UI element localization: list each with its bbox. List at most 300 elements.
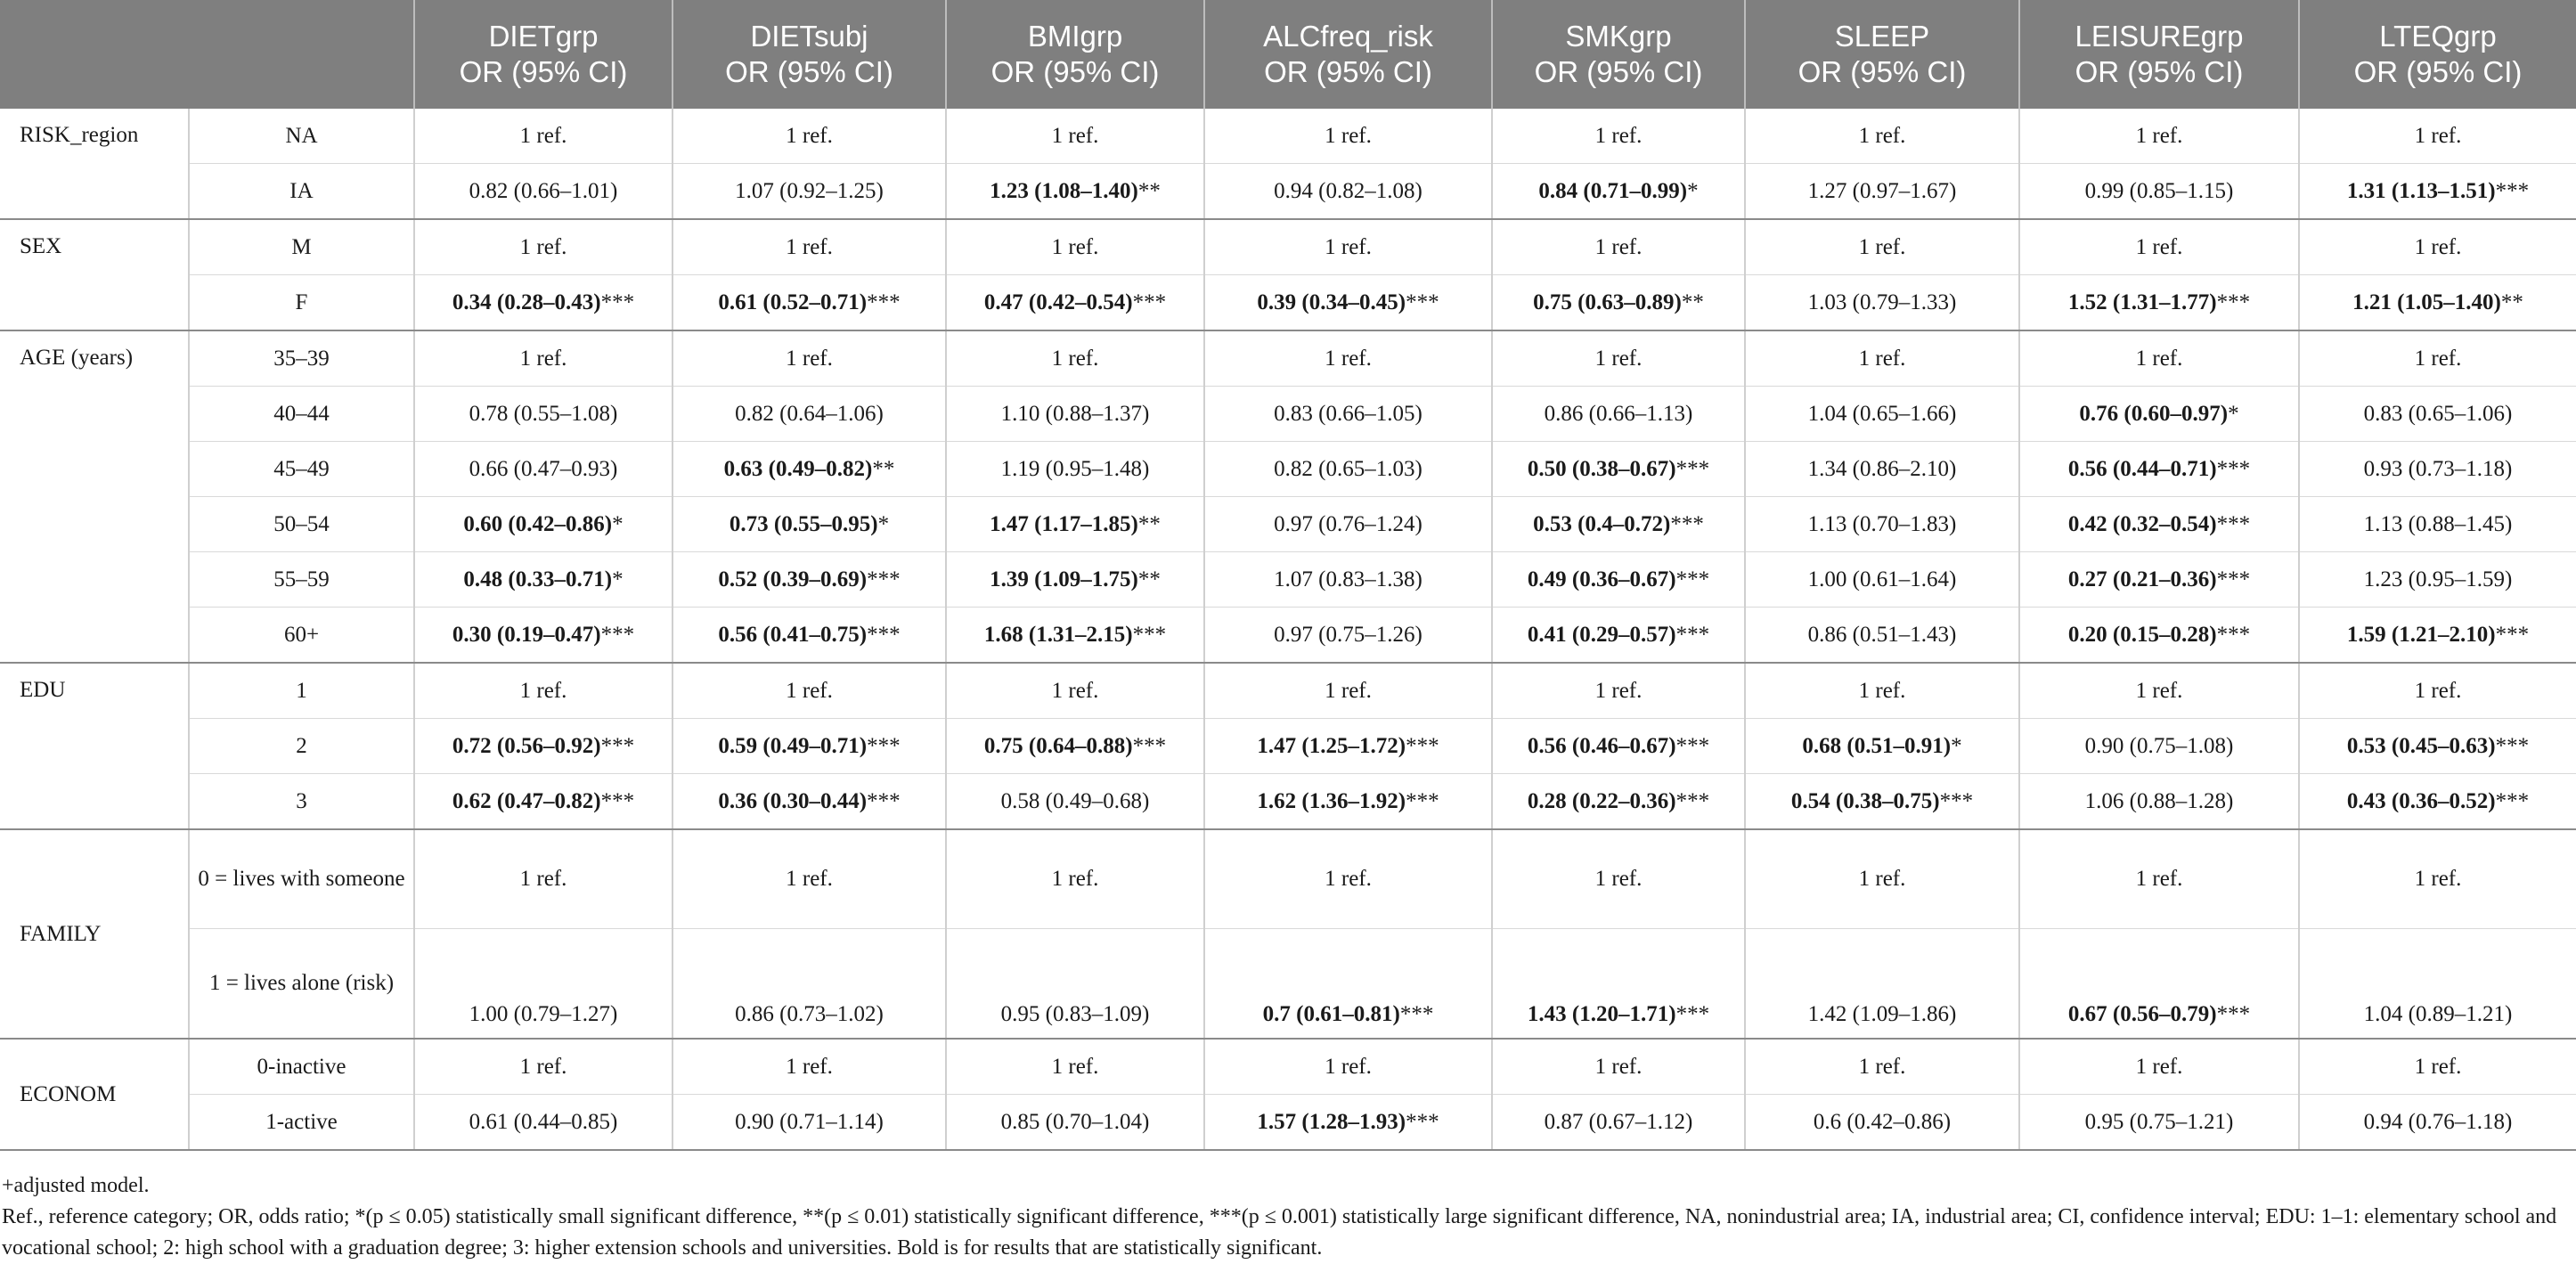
or-cell xyxy=(673,330,946,387)
or-cell xyxy=(1204,774,1492,830)
or-value: 1 ref. xyxy=(2135,234,2183,259)
or-cell xyxy=(673,275,946,331)
or-value: 1 ref. xyxy=(786,678,833,703)
or-value: 0.95 (0.75–1.21) xyxy=(2084,1109,2234,1134)
significance-stars: *** xyxy=(600,788,635,813)
or-value: 1.00 (0.61–1.64) xyxy=(1807,567,1957,591)
or-value: 0.82 (0.66–1.01) xyxy=(469,178,618,203)
or-cell xyxy=(2019,442,2299,497)
table-row xyxy=(0,829,2576,929)
or-cell xyxy=(1204,719,1492,774)
significance-stars: * xyxy=(1951,733,1962,758)
or-value: 1 ref. xyxy=(2414,346,2462,371)
or-value: 1.21 (1.05–1.40) xyxy=(2352,289,2501,314)
or-cell xyxy=(414,1095,673,1151)
or-value: 1 ref. xyxy=(1594,123,1643,148)
level-label: F xyxy=(189,275,414,331)
or-value: 0.27 (0.21–0.36) xyxy=(2067,567,2217,591)
or-value: 0.54 (0.38–0.75) xyxy=(1790,788,1940,813)
or-cell xyxy=(2299,552,2576,608)
or-cell xyxy=(414,275,673,331)
or-cell xyxy=(1492,1039,1745,1095)
significance-stars: *** xyxy=(1675,622,1710,647)
group-label: EDU xyxy=(0,663,189,829)
or-value: 1 ref. xyxy=(1325,678,1372,703)
or-cell xyxy=(2019,1095,2299,1151)
or-cell xyxy=(2019,608,2299,664)
or-value: 1 ref. xyxy=(1051,123,1099,148)
or-cell xyxy=(1204,608,1492,664)
or-cell xyxy=(1204,1095,1492,1151)
or-cell xyxy=(1492,552,1745,608)
group-label: SEX xyxy=(0,219,189,330)
or-value: 1.04 (0.89–1.21) xyxy=(2363,1002,2513,1026)
table-row xyxy=(0,109,2576,164)
or-value: 1.23 (1.08–1.40) xyxy=(990,178,1138,203)
or-cell xyxy=(1745,164,2019,220)
or-cell xyxy=(1204,387,1492,442)
significance-stars: *** xyxy=(1670,511,1704,536)
or-value: 1.59 (1.21–2.10) xyxy=(2346,622,2496,647)
or-value: 0.99 (0.85–1.15) xyxy=(2084,178,2234,203)
or-value: 1 ref. xyxy=(519,346,567,371)
or-cell xyxy=(1745,663,2019,719)
footnote-legend: Ref., reference category; OR, odds ratio; *(p ≤ 0.05) statistically small significant difference, **(p ≤ 0.01) statistically significant difference, ***(p ≤ 0.001) statistically large significant difference, NA, nonindustrial area; IA, industrial area; CI, confidence interval; EDU: 1–1: elementary school and vocational school; 2: high school with a graduation degree; 3: higher extension schools and universities. Bold is for results that are statistically significant. xyxy=(2,1205,2557,1260)
or-cell xyxy=(414,719,673,774)
or-cell xyxy=(946,1095,1204,1151)
or-value: 0.75 (0.63–0.89) xyxy=(1533,289,1682,314)
or-value: 0.60 (0.42–0.86) xyxy=(463,511,613,536)
or-value: 1 ref. xyxy=(1325,1054,1372,1079)
or-value: 1.42 (1.09–1.86) xyxy=(1807,1002,1957,1026)
or-cell xyxy=(946,442,1204,497)
or-cell xyxy=(1492,774,1745,830)
or-cell xyxy=(2019,497,2299,552)
or-value: 1.68 (1.31–2.15) xyxy=(983,622,1133,647)
or-cell xyxy=(946,663,1204,719)
or-value: 1.43 (1.20–1.71) xyxy=(1527,1002,1676,1026)
or-cell xyxy=(673,387,946,442)
or-value: 1 ref. xyxy=(1594,678,1643,703)
table-row xyxy=(0,663,2576,719)
or-cell xyxy=(1745,929,2019,1040)
or-value: 0.75 (0.64–0.88) xyxy=(983,733,1133,758)
table-row xyxy=(0,608,2576,664)
or-cell xyxy=(1745,109,2019,164)
significance-stars: ** xyxy=(2500,289,2523,314)
or-cell xyxy=(1204,1039,1492,1095)
or-value: 1 ref. xyxy=(1325,123,1372,148)
or-value: 1.06 (0.88–1.28) xyxy=(2084,788,2234,813)
or-cell xyxy=(2019,719,2299,774)
or-value: 1 ref. xyxy=(2414,678,2462,703)
or-value: 0.87 (0.67–1.12) xyxy=(1544,1109,1693,1134)
level-label: 3 xyxy=(189,774,414,830)
significance-stars: *** xyxy=(867,733,901,758)
or-cell xyxy=(1492,219,1745,275)
or-value: 0.97 (0.75–1.26) xyxy=(1274,622,1423,647)
or-value: 0.53 (0.45–0.63) xyxy=(2346,733,2496,758)
significance-stars: *** xyxy=(867,567,901,591)
or-value: 1 ref. xyxy=(786,346,833,371)
level-label: 0 = lives with someone xyxy=(189,829,414,929)
or-value: 1 ref. xyxy=(519,867,567,891)
significance-stars: *** xyxy=(2216,1002,2251,1026)
or-cell xyxy=(2299,275,2576,331)
col-header-bmigrp: BMIgrp OR (95% CI) xyxy=(946,0,1204,109)
significance-stars: *** xyxy=(1675,567,1710,591)
col-header-leisuregrp: LEISUREgrp OR (95% CI) xyxy=(2019,0,2299,109)
or-value: 1 ref. xyxy=(1858,1054,1906,1079)
or-cell xyxy=(673,109,946,164)
col-header-alcfreq-risk: ALCfreq_risk OR (95% CI) xyxy=(1204,0,1492,109)
or-value: 1 ref. xyxy=(1594,867,1643,891)
table-row xyxy=(0,1039,2576,1095)
or-cell xyxy=(673,829,946,929)
table-row xyxy=(0,219,2576,275)
or-value: 1 ref. xyxy=(1858,678,1906,703)
or-cell xyxy=(673,929,946,1040)
or-value: 0.48 (0.33–0.71) xyxy=(463,567,613,591)
or-value: 1 ref. xyxy=(2414,867,2462,891)
or-value: 1 ref. xyxy=(1051,678,1099,703)
table-row xyxy=(0,552,2576,608)
or-cell xyxy=(414,330,673,387)
or-value: 0.47 (0.42–0.54) xyxy=(983,289,1133,314)
or-value: 0.36 (0.30–0.44) xyxy=(718,788,868,813)
or-value: 1 ref. xyxy=(786,234,833,259)
or-value: 1.10 (0.88–1.37) xyxy=(1000,401,1150,426)
or-cell xyxy=(946,219,1204,275)
or-cell xyxy=(414,109,673,164)
or-value: 0.34 (0.28–0.43) xyxy=(452,289,601,314)
or-cell xyxy=(1492,109,1745,164)
table-row xyxy=(0,1095,2576,1151)
or-cell xyxy=(2299,719,2576,774)
or-cell xyxy=(1492,330,1745,387)
or-cell xyxy=(2019,929,2299,1040)
or-cell xyxy=(1745,774,2019,830)
or-cell xyxy=(1204,109,1492,164)
or-cell xyxy=(2299,442,2576,497)
or-value: 0.76 (0.60–0.97) xyxy=(2079,401,2229,426)
or-cell xyxy=(946,929,1204,1040)
level-label: M xyxy=(189,219,414,275)
table-row xyxy=(0,442,2576,497)
significance-stars: * xyxy=(877,511,890,536)
or-value: 0.93 (0.73–1.18) xyxy=(2363,456,2513,481)
level-label: 1 = lives alone (risk) xyxy=(189,929,414,1040)
col-header-sleep: SLEEP OR (95% CI) xyxy=(1745,0,2019,109)
or-cell xyxy=(1492,608,1745,664)
or-cell xyxy=(946,497,1204,552)
or-value: 0.56 (0.46–0.67) xyxy=(1527,733,1676,758)
or-cell xyxy=(2019,219,2299,275)
or-cell xyxy=(2019,330,2299,387)
or-value: 1 ref. xyxy=(1594,234,1643,259)
or-cell xyxy=(1492,275,1745,331)
or-value: 0.95 (0.83–1.09) xyxy=(1000,1002,1150,1026)
or-value: 0.66 (0.47–0.93) xyxy=(469,456,618,481)
table-row xyxy=(0,719,2576,774)
level-label: 1-active xyxy=(189,1095,414,1151)
or-cell xyxy=(673,497,946,552)
or-value: 1.19 (0.95–1.48) xyxy=(1000,456,1150,481)
or-value: 1 ref. xyxy=(786,1054,833,1079)
or-value: 1 ref. xyxy=(2414,1054,2462,1079)
or-cell xyxy=(1745,1039,2019,1095)
group-label: AGE (years) xyxy=(0,330,189,663)
or-cell xyxy=(1204,929,1492,1040)
or-cell xyxy=(414,497,673,552)
or-cell xyxy=(414,663,673,719)
or-value: 1 ref. xyxy=(1051,234,1099,259)
or-cell xyxy=(1745,608,2019,664)
table-row xyxy=(0,275,2576,331)
or-value: 0.61 (0.44–0.85) xyxy=(469,1109,618,1134)
or-value: 0.73 (0.55–0.95) xyxy=(729,511,878,536)
or-value: 0.86 (0.66–1.13) xyxy=(1544,401,1693,426)
or-value: 1 ref. xyxy=(2135,346,2183,371)
or-value: 1 ref. xyxy=(1051,1054,1099,1079)
significance-stars: *** xyxy=(2495,788,2530,813)
or-cell xyxy=(1204,663,1492,719)
or-value: 1 ref. xyxy=(2135,867,2183,891)
or-cell xyxy=(2299,330,2576,387)
or-cell xyxy=(2019,829,2299,929)
or-value: 1 ref. xyxy=(1858,346,1906,371)
or-cell xyxy=(1492,164,1745,220)
or-cell xyxy=(1492,442,1745,497)
significance-stars: *** xyxy=(1675,788,1710,813)
significance-stars: *** xyxy=(867,788,901,813)
or-value: 1 ref. xyxy=(786,123,833,148)
or-value: 1 ref. xyxy=(2414,123,2462,148)
level-label: 2 xyxy=(189,719,414,774)
or-value: 1.23 (0.95–1.59) xyxy=(2363,567,2513,591)
or-value: 0.41 (0.29–0.57) xyxy=(1527,622,1676,647)
level-label: IA xyxy=(189,164,414,220)
or-cell xyxy=(946,1039,1204,1095)
significance-stars: *** xyxy=(2216,511,2251,536)
or-cell xyxy=(1492,929,1745,1040)
or-value: 0.83 (0.66–1.05) xyxy=(1274,401,1423,426)
significance-stars: *** xyxy=(600,622,635,647)
significance-stars: *** xyxy=(2216,622,2251,647)
or-cell xyxy=(946,774,1204,830)
or-value: 0.72 (0.56–0.92) xyxy=(452,733,601,758)
or-cell xyxy=(946,330,1204,387)
significance-stars: *** xyxy=(867,289,901,314)
or-value: 1 ref. xyxy=(1858,123,1906,148)
or-value: 1.57 (1.28–1.93) xyxy=(1257,1109,1406,1134)
or-cell xyxy=(2299,109,2576,164)
or-cell xyxy=(1204,330,1492,387)
significance-stars: *** xyxy=(2495,733,2530,758)
or-cell xyxy=(414,387,673,442)
or-value: 0.90 (0.71–1.14) xyxy=(735,1109,884,1134)
significance-stars: *** xyxy=(1399,1002,1434,1026)
or-cell xyxy=(946,719,1204,774)
significance-stars: *** xyxy=(1675,456,1710,481)
or-cell xyxy=(1492,1095,1745,1151)
significance-stars: * xyxy=(2228,401,2239,426)
level-label: 45–49 xyxy=(189,442,414,497)
or-value: 1.13 (0.70–1.83) xyxy=(1807,511,1957,536)
or-value: 1 ref. xyxy=(2135,1054,2183,1079)
or-value: 0.67 (0.56–0.79) xyxy=(2067,1002,2217,1026)
or-value: 0.56 (0.41–0.75) xyxy=(718,622,868,647)
or-value: 1 ref. xyxy=(786,867,833,891)
or-cell xyxy=(2299,219,2576,275)
or-cell xyxy=(946,164,1204,220)
or-value: 1 ref. xyxy=(1594,346,1643,371)
or-cell xyxy=(414,442,673,497)
or-cell xyxy=(946,275,1204,331)
or-value: 1 ref. xyxy=(1325,346,1372,371)
table-row xyxy=(0,330,2576,387)
header-row xyxy=(0,0,2576,109)
significance-stars: *** xyxy=(600,733,635,758)
or-value: 1.04 (0.65–1.66) xyxy=(1807,401,1957,426)
significance-stars: *** xyxy=(867,622,901,647)
or-cell xyxy=(414,829,673,929)
or-value: 1.62 (1.36–1.92) xyxy=(1257,788,1406,813)
or-cell xyxy=(1745,219,2019,275)
or-value: 0.68 (0.51–0.91) xyxy=(1802,733,1952,758)
or-cell xyxy=(1204,497,1492,552)
or-value: 0.61 (0.52–0.71) xyxy=(718,289,868,314)
or-value: 1.27 (0.97–1.67) xyxy=(1807,178,1957,203)
or-value: 0.86 (0.73–1.02) xyxy=(735,1002,884,1026)
level-label: 35–39 xyxy=(189,330,414,387)
or-cell xyxy=(1492,829,1745,929)
or-value: 0.78 (0.55–1.08) xyxy=(469,401,618,426)
or-cell xyxy=(2299,164,2576,220)
significance-stars: *** xyxy=(2495,178,2530,203)
or-value: 0.53 (0.4–0.72) xyxy=(1533,511,1671,536)
or-cell xyxy=(2019,552,2299,608)
or-cell xyxy=(1204,164,1492,220)
or-cell xyxy=(1745,829,2019,929)
or-cell xyxy=(414,164,673,220)
or-cell xyxy=(2019,387,2299,442)
significance-stars: *** xyxy=(1939,788,1974,813)
or-cell xyxy=(1745,497,2019,552)
significance-stars: *** xyxy=(1406,1109,1439,1134)
significance-stars: *** xyxy=(1675,733,1710,758)
significance-stars: * xyxy=(612,511,624,536)
or-cell xyxy=(673,442,946,497)
significance-stars: *** xyxy=(2495,622,2530,647)
or-cell xyxy=(673,164,946,220)
significance-stars: *** xyxy=(1406,733,1439,758)
or-value: 1 ref. xyxy=(2135,678,2183,703)
or-cell xyxy=(1492,387,1745,442)
significance-stars: *** xyxy=(2216,567,2251,591)
or-value: 0.63 (0.49–0.82) xyxy=(723,456,873,481)
or-value: 0.85 (0.70–1.04) xyxy=(1000,1109,1150,1134)
or-value: 0.97 (0.76–1.24) xyxy=(1274,511,1423,536)
or-cell xyxy=(1204,442,1492,497)
or-value: 1 ref. xyxy=(1858,234,1906,259)
col-header-dietsubj: DIETsubj OR (95% CI) xyxy=(673,0,946,109)
or-value: 0.6 (0.42–0.86) xyxy=(1813,1109,1952,1134)
or-cell xyxy=(673,219,946,275)
or-value: 0.56 (0.44–0.71) xyxy=(2067,456,2217,481)
or-cell xyxy=(2299,387,2576,442)
or-cell xyxy=(2299,663,2576,719)
or-cell xyxy=(946,829,1204,929)
or-cell xyxy=(1745,275,2019,331)
or-value: 0.42 (0.32–0.54) xyxy=(2067,511,2217,536)
or-cell xyxy=(673,608,946,664)
table-row xyxy=(0,387,2576,442)
or-value: 1.34 (0.86–2.10) xyxy=(1807,456,1957,481)
or-value: 0.39 (0.34–0.45) xyxy=(1257,289,1406,314)
level-label: 55–59 xyxy=(189,552,414,608)
or-cell xyxy=(2019,275,2299,331)
significance-stars: * xyxy=(1687,178,1699,203)
or-value: 0.62 (0.47–0.82) xyxy=(452,788,601,813)
or-cell xyxy=(1204,275,1492,331)
or-cell xyxy=(2019,774,2299,830)
or-value: 1 ref. xyxy=(519,1054,567,1079)
or-cell xyxy=(2299,929,2576,1040)
or-value: 0.83 (0.65–1.06) xyxy=(2363,401,2513,426)
col-header-smkgrp: SMKgrp OR (95% CI) xyxy=(1492,0,1745,109)
significance-stars: *** xyxy=(1132,733,1167,758)
or-cell xyxy=(1745,1095,2019,1151)
or-cell xyxy=(414,1039,673,1095)
or-value: 0.84 (0.71–0.99) xyxy=(1538,178,1688,203)
level-label: 60+ xyxy=(189,608,414,664)
or-cell xyxy=(2299,497,2576,552)
significance-stars: * xyxy=(612,567,624,591)
or-value: 1 ref. xyxy=(519,678,567,703)
level-label: 1 xyxy=(189,663,414,719)
col-header-dietgrp: DIETgrp OR (95% CI) xyxy=(414,0,673,109)
or-value: 1.07 (0.92–1.25) xyxy=(735,178,884,203)
or-value: 0.20 (0.15–0.28) xyxy=(2067,622,2217,647)
significance-stars: *** xyxy=(1406,289,1439,314)
or-cell xyxy=(414,774,673,830)
or-cell xyxy=(1204,552,1492,608)
significance-stars: *** xyxy=(1132,622,1167,647)
or-cell xyxy=(2019,109,2299,164)
or-value: 1.47 (1.17–1.85) xyxy=(990,511,1138,536)
or-cell xyxy=(673,1095,946,1151)
col-header-lteqgrp: LTEQgrp OR (95% CI) xyxy=(2299,0,2576,109)
or-cell xyxy=(946,387,1204,442)
or-value: 0.82 (0.65–1.03) xyxy=(1274,456,1423,481)
table-body xyxy=(0,109,2576,1150)
or-cell xyxy=(414,608,673,664)
or-cell xyxy=(2019,663,2299,719)
or-cell xyxy=(2299,1095,2576,1151)
significance-stars: ** xyxy=(1137,567,1161,591)
or-cell xyxy=(1492,719,1745,774)
or-value: 1 ref. xyxy=(1051,346,1099,371)
or-cell xyxy=(673,663,946,719)
table-row xyxy=(0,497,2576,552)
significance-stars: *** xyxy=(2216,289,2251,314)
or-value: 0.90 (0.75–1.08) xyxy=(2084,733,2234,758)
level-label: NA xyxy=(189,109,414,164)
or-value: 0.86 (0.51–1.43) xyxy=(1807,622,1957,647)
level-label: 40–44 xyxy=(189,387,414,442)
or-cell xyxy=(414,219,673,275)
